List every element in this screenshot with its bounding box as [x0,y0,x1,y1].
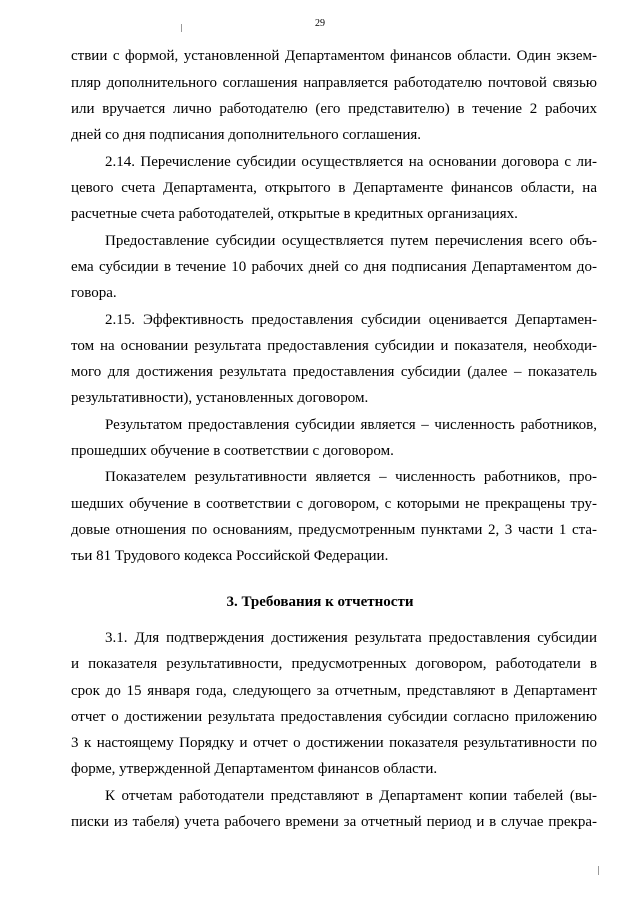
text-line: Показателем результативности является – численность работников, про- [105,469,597,485]
text-line: Предоставление субсидии осуществляется путем перечисления всего объ- [105,233,597,249]
text-line: срок до 15 января года, следующего за отчетным, представляют в Департамент [71,683,597,699]
page-number: 29 [315,18,325,29]
section-heading: 3. Требования к отчетности [226,594,414,610]
text-line: 2.15. Эффективность предоставления субсидии оценивается Департамен- [105,312,597,328]
text-line: К отчетам работодатели представляют в Департамент копии табелей (вы- [105,788,597,804]
text-line: цевого счета Департамента, открытого в Департаменте финансов области, на [71,180,597,196]
text-line: результативности), установленных договором. [71,390,369,406]
text-line: 3.1. Для подтверждения достижения результата предоставления субсидии [105,630,597,646]
text-line: пляр дополнительного соглашения направляется работодателю почтовой связью [71,75,597,91]
text-line: и показателя результативности, предусмотренных договором, работодатели в [71,656,597,672]
text-line: отчет о достижении результата предоставления субсидии согласно приложению [71,709,597,725]
text-line: том на основании результата предоставления субсидии и показателя, необходи- [71,338,597,354]
scan-mark-bottom [598,866,599,875]
text-line: ема субсидии в течение 10 рабочих дней со дня подписания Департаментом до- [71,259,597,275]
text-line: тьи 81 Трудового кодекса Российской Федерации. [71,548,389,564]
text-line: форме, утвержденной Департаментом финансов области. [71,761,438,777]
text-line: или вручается лично работодателю (его представителю) в течение 2 рабочих [71,101,597,117]
text-line: расчетные счета работодателей, открытые в кредитных организациях. [71,206,518,222]
text-line: мого для достижения результата предоставления субсидии (далее – показатель [71,364,597,380]
text-line: довые отношения по основаниям, предусмотренным пунктами 2, 3 части 1 ста- [71,522,597,538]
text-line: Результатом предоставления субсидии является – численность работников, [105,417,597,433]
text-line: говора. [71,285,117,301]
text-line: 3 к настоящему Порядку и отчет о достижении показателя результативности по [71,735,597,751]
text-line: 2.14. Перечисление субсидии осуществляется на основании договора с ли- [105,154,597,170]
text-line: ствии с формой, установленной Департаментом финансов области. Один экзем- [71,48,597,64]
text-line: дней со дня подписания дополнительного соглашения. [71,127,421,143]
text-line: писки из табеля) учета рабочего времени за отчетный период и в случае прекра- [71,814,597,830]
text-line: прошедших обучение в соответствии с договором. [71,443,394,459]
text-line: шедших обучение в соответствии с договором, с которыми не прекращены тру- [71,496,597,512]
